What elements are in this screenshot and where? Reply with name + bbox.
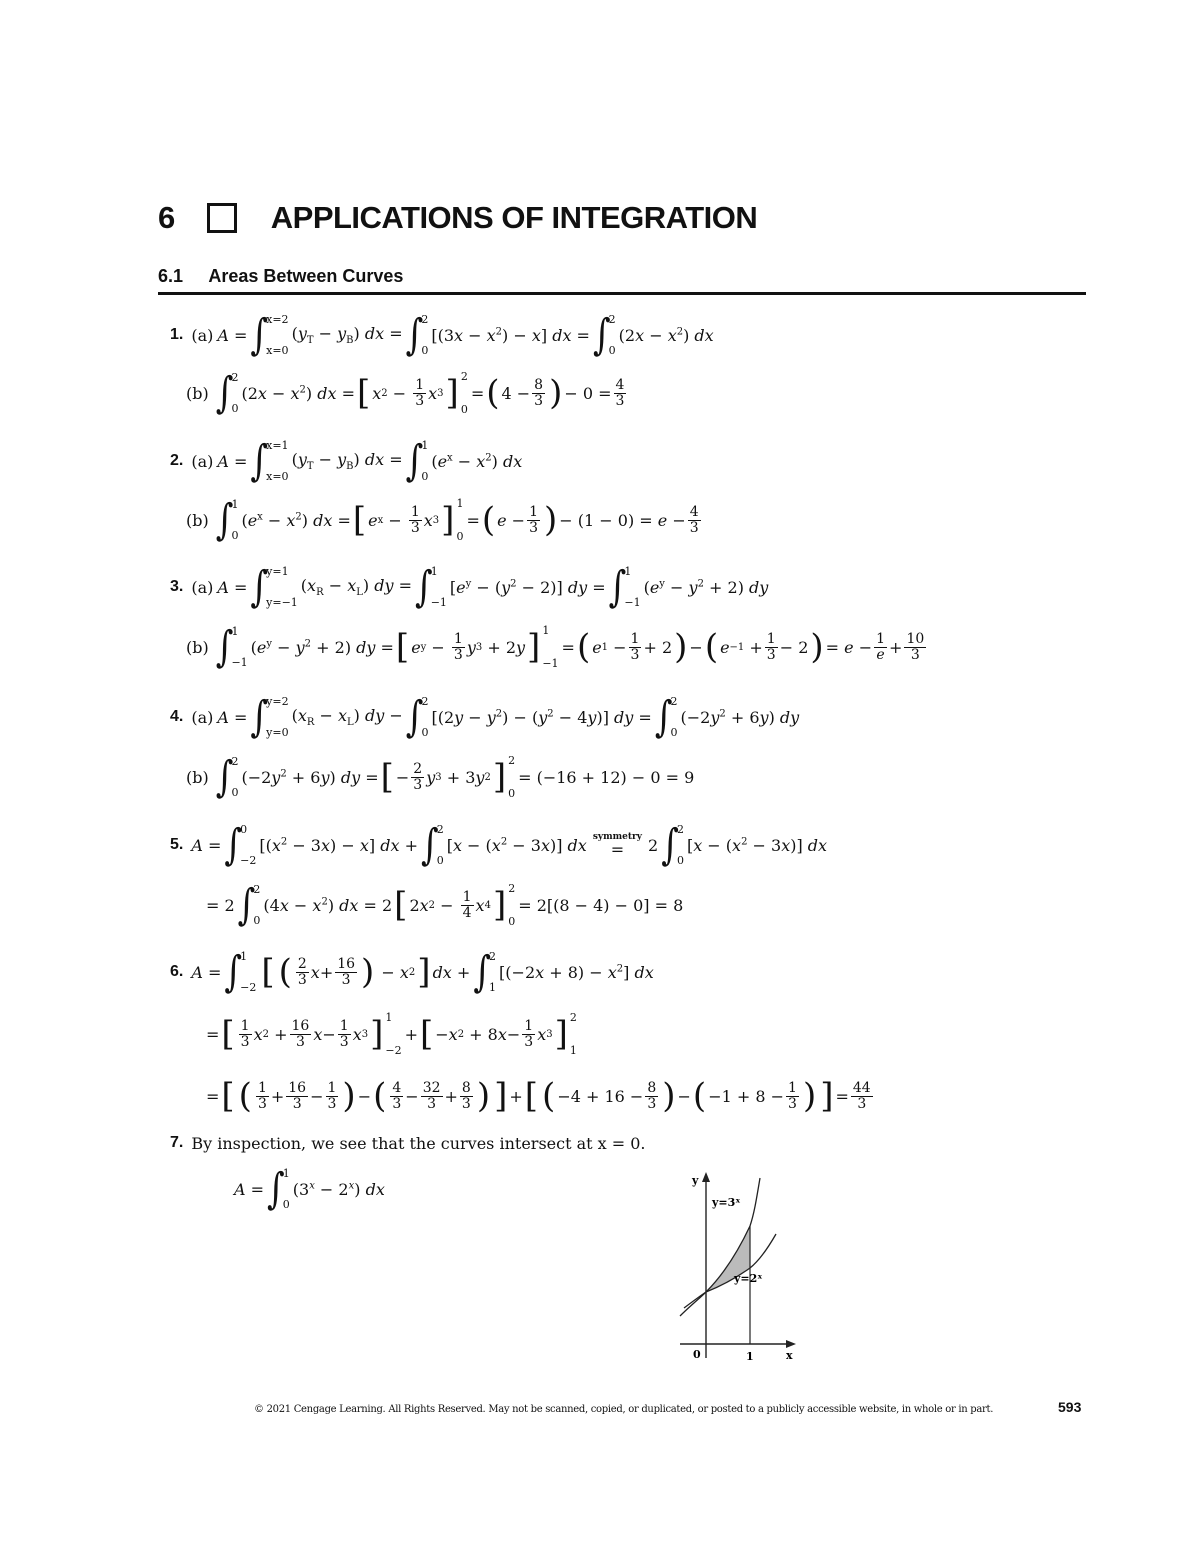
problem-number: 2.	[170, 452, 184, 469]
y-axis-arrow-icon	[702, 1172, 710, 1182]
problem-2b: (b) ∫ 1 0 $(e^x - x^2)$ dx = [ e x − $\frac{1}{3}$ x 3 ] 1 0 = ( e − $\frac{1}{3}$ ) − (1 − 0) = e − $\frac{4}{3}$	[186, 495, 699, 545]
tick-1-label: 1	[746, 1350, 754, 1363]
problem-number: 3.	[170, 578, 184, 595]
problem-6-line2: = [ $\frac{1}{3}$ x 2 + $\frac{16}{3}$ x − $\frac{1}{3}$ x 3 ] 1 −2 + [ − x 2 + 8 x − $\frac{1}{3}$ x 3 ] 2 1	[206, 1011, 577, 1057]
copyright-footer: © 2021 Cengage Learning. All Rights Reserved. May not be scanned, copied, or duplicated, or posted to a publicly accessible website, in whole or in part.	[254, 1404, 994, 1415]
problem-2a: 2. (a) A = ∫ x=1 x=0 $(y_T - y_B)$ dx = ∫ 1 0 $(e^x - x^2)$ dx	[170, 436, 523, 486]
symmetry-note: symmetry	[592, 831, 643, 842]
problem-4b: (b) ∫ 2 0 $(-2y^2 + 6y)$ dy = [ − $\frac{2}{3}$ y 3 + 3 y 2 ] 2 0 = (−16 + 12) − 0 = 9	[186, 752, 695, 802]
problem-number: 4.	[170, 708, 184, 725]
label-2x: y=2ˣ	[734, 1272, 763, 1285]
part-label: (b)	[186, 767, 209, 787]
problem-number: 5.	[170, 836, 184, 853]
chapter-heading	[158, 200, 757, 236]
problem-1b: (b) ∫ 2 0 $(2x - x^2)$ dx = [ x 2 − $\frac{1}{3}$ x 3 ] 2 0 = ( 4 − $\frac{8}{3}$ ) − 0 = $\frac{4}{3}$	[186, 368, 625, 418]
problem-7-statement: By inspection, we see that the curves intersect at x = 0.	[191, 1133, 646, 1153]
problem-5-line1: 5. A = ∫ 0 −2 $[(x^2 - 3x) - x]$ dx + ∫ 2 0 $[x - (x^2 - 3x)]$ dx symmetry = 2 ∫ 2 0 $[x - (x^2 - 3x)]$ dx	[170, 820, 828, 870]
part-label: (a)	[191, 577, 214, 597]
problem-number: 1.	[170, 326, 184, 343]
problem-6-line3: = [ ( $\frac{1}{3}$ + $\frac{16}{3}$ − $\frac{1}{3}$ ) − ( $\frac{4}{3}$ − $\frac{32}{3}$ + $\frac{8}{3}$ ) ] + [ ( −4 + 16 − $\frac{8}{3}$ ) − ( −1 + 8 − $\frac{1}{3}$ ) ] = $\frac{44}{3}$	[206, 1076, 871, 1116]
part-label: (b)	[186, 510, 209, 530]
section-number: 6.1	[158, 266, 184, 286]
square-icon	[207, 203, 237, 233]
x-axis-arrow-icon	[786, 1340, 796, 1348]
part-label: (b)	[186, 637, 209, 657]
problem-3b: (b) ∫ 1 −1 $(e^y - y^2 + 2)$ dy = [ e y − $\frac{1}{3}$ y 3 + 2 y ] 1 −1 = ( e 1 − $\frac{1}{3}$ + 2 ) − ( e −1 + $\frac{1}{3}$ − 2 ) = e − $\frac{1}{e}$ + $\frac{10}{3}$	[186, 622, 925, 672]
problem-6-line1: 6. A = ∫ 1 −2 [ ( $\frac{2}{3}$ x + $\frac{16}{3}$ ) − x 2 ] dx + ∫ 2 1 $[(-2x + 8) - x^2]$ dx	[170, 947, 654, 997]
part-label: (b)	[186, 383, 209, 403]
problem-4a: 4. (a) A = ∫ y=2 y=0 $(x_R - x_L)$ dy − ∫ 2 0 $[(2y - y^2) - (y^2 - 4y)]$ dy = ∫ 2 0 $(-2y^2 + 6y)$ dy	[170, 692, 800, 742]
y-axis-label: y	[692, 1174, 699, 1187]
chapter-title: APPLICATIONS OF INTEGRATION	[270, 200, 758, 235]
problem-7-text	[170, 1132, 646, 1154]
section-title: Areas Between Curves	[208, 266, 404, 286]
section-heading	[158, 266, 403, 287]
problem-number: 6.	[170, 963, 184, 980]
chapter-number: 6	[158, 200, 175, 235]
problem-1a: 1. (a) A = ∫ x=2 x=0 $(y_T - y_B)$ dx = ∫ 2 0 $[(3x - x^2) - x]$ dx = ∫ 2 0 $(2x - x^2)$ dx	[170, 310, 714, 360]
part-label: (a)	[191, 451, 214, 471]
problem-5-line2: = 2 ∫ 2 0 $(4x - x^2)$ dx = 2 [ 2 x 2 − $\frac{1}{4}$ x 4 ] 2 0 = 2[(8 − 4) − 0] = 8	[206, 880, 684, 930]
label-3x: y=3ˣ	[712, 1196, 741, 1209]
x-axis-label: x	[786, 1349, 793, 1362]
origin-label: 0	[693, 1348, 701, 1361]
page-number: 593	[1058, 1399, 1082, 1415]
part-label: (a)	[191, 707, 214, 727]
section-rule	[158, 292, 1086, 295]
problem-number: 7.	[170, 1134, 184, 1151]
exponential-graph	[676, 1168, 806, 1368]
problem-3a: 3. (a) A = ∫ y=1 y=−1 $(x_R - x_L)$ dy = ∫ 1 −1 $[e^y - (y^2 - 2)]$ dy = ∫ 1 −1 $(e^y - y^2 + 2)$ dy	[170, 562, 769, 612]
part-label: (a)	[191, 325, 214, 345]
problem-7-area: A = ∫ 1 0 $(3^x - 2^x)$ dx	[234, 1164, 385, 1214]
